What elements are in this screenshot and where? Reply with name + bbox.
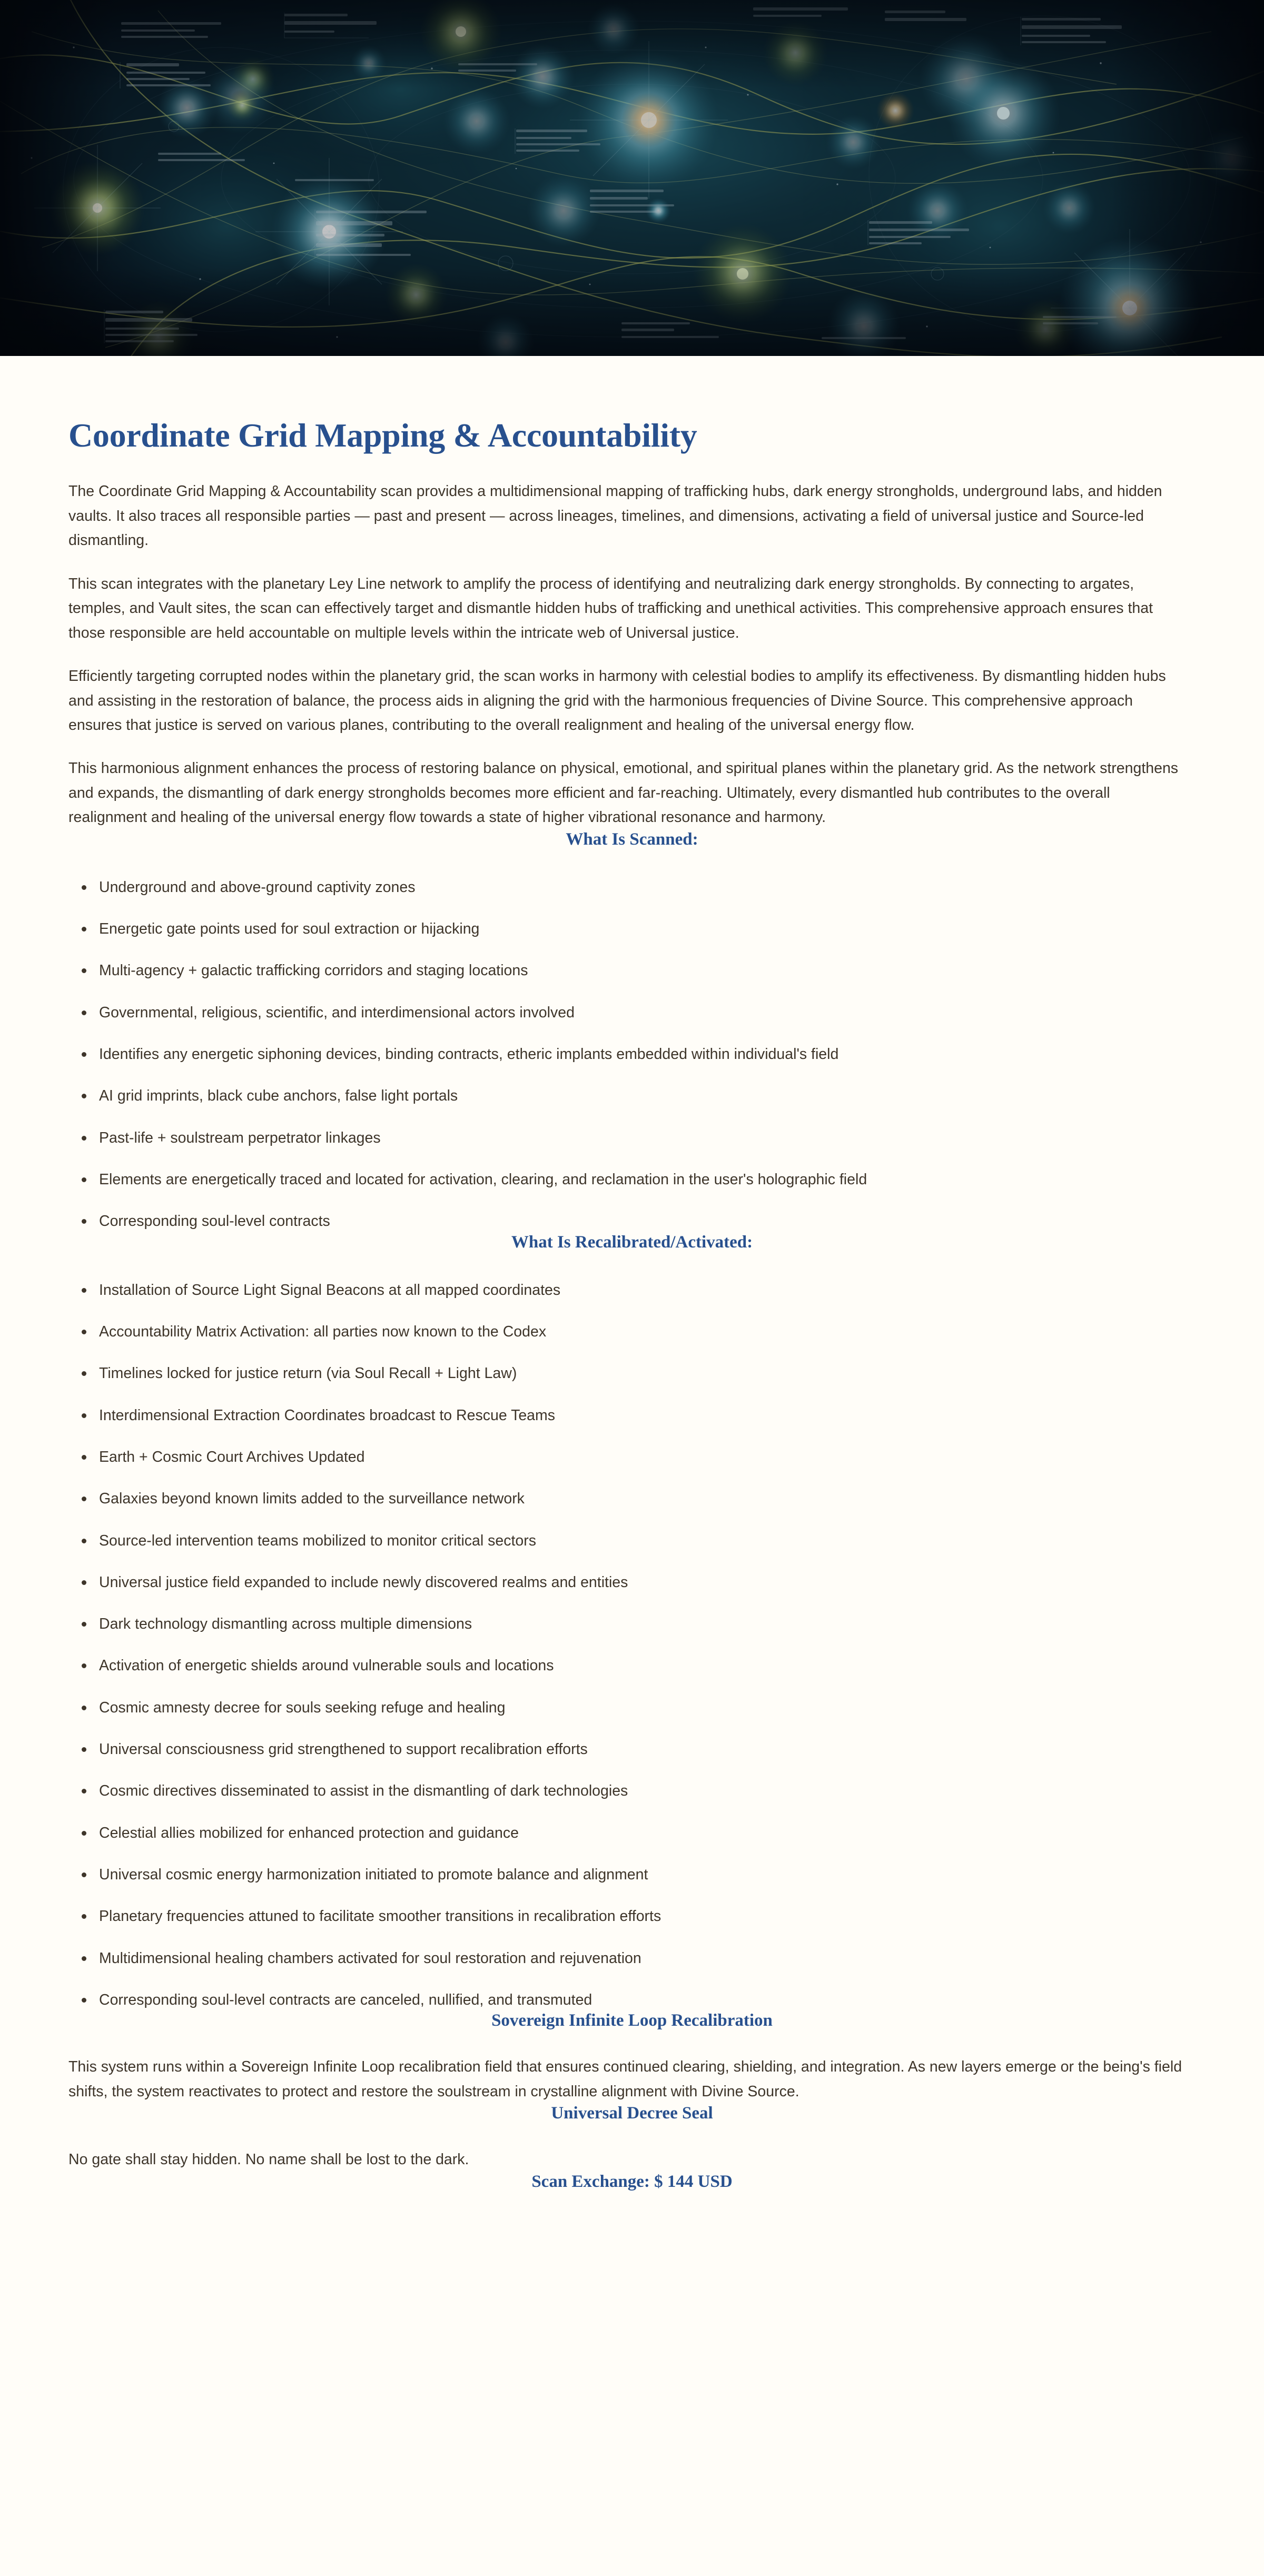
list-item: Earth + Cosmic Court Archives Updated — [63, 1446, 1201, 1468]
list-item: Corresponding soul-level contracts — [63, 1211, 1201, 1232]
paragraph-1: The Coordinate Grid Mapping & Accountability scan provides a multidimensional mapping of trafficking hubs, dark energy strongholds, underground labs, and hidden vaults. It also traces all responsible parties — past and present — across lineages, timelines, and dimensions, activating a field of universal justice and Source-led dismantling. — [68, 483, 1162, 549]
what-is-scanned-list — [63, 877, 1201, 1233]
list-item: Universal consciousness grid strengthened to support recalibration efforts — [63, 1739, 1201, 1760]
list-item: Multidimensional healing chambers activated for soul restoration and rejuvenation — [63, 1948, 1201, 1969]
list-item: Dark technology dismantling across multiple dimensions — [63, 1613, 1201, 1635]
section-heading-what-is-scanned: What Is Scanned: — [566, 829, 698, 849]
list-item: Governmental, religious, scientific, and interdimensional actors involved — [63, 1002, 1201, 1024]
paragraph-3: Efficiently targeting corrupted nodes within the planetary grid, the scan works in harmony with celestial bodies to amplify its effectiveness. By dismantling hidden hubs and assisting in the restoration of balance, the process aids in aligning the grid with the harmonious frequencies of Divine Source. This comprehensive approach ensures that justice is served on various planes, contributing to the overall realignment and healing of the universal energy flow. — [68, 668, 1166, 734]
list-item: Corresponding soul-level contracts are canceled, nullified, and transmuted — [63, 1989, 1201, 2011]
list-item: Cosmic amnesty decree for souls seeking refuge and healing — [63, 1697, 1201, 1719]
list-item: Multi-agency + galactic trafficking corridors and staging locations — [63, 960, 1201, 982]
cosmic-grid-network-map — [0, 0, 1264, 356]
list-item: Source-led intervention teams mobilized to monitor critical sectors — [63, 1530, 1201, 1552]
list-item: Installation of Source Light Signal Beacons at all mapped coordinates — [63, 1280, 1201, 1301]
list-item: Planetary frequencies attuned to facilitate smoother transitions in recalibration efforts — [63, 1906, 1201, 1927]
section-heading-universal-decree-seal: Universal Decree Seal — [551, 2104, 713, 2123]
list-item: Underground and above-ground captivity zones — [63, 877, 1201, 898]
sovereign-paragraph: This system runs within a Sovereign Infinite Loop recalibration field that ensures continued clearing, shielding, and integration. As new layers emerge or the being's field shifts, the system reactivates to protect and restore the soulstream in crystalline alignment with Divine Source. — [68, 2058, 1182, 2100]
document-page — [0, 356, 1264, 2234]
list-item: Galaxies beyond known limits added to the surveillance network — [63, 1488, 1201, 1510]
list-item: Interdimensional Extraction Coordinates broadcast to Rescue Teams — [63, 1405, 1201, 1426]
list-item: Universal cosmic energy harmonization initiated to promote balance and alignment — [63, 1864, 1201, 1886]
list-item: Accountability Matrix Activation: all parties now known to the Codex — [63, 1321, 1201, 1343]
intro-paragraphs — [63, 479, 1201, 829]
hero-banner — [0, 0, 1264, 356]
list-item: Past-life + soulstream perpetrator linkages — [63, 1127, 1201, 1149]
list-item: Elements are energetically traced and located for activation, clearing, and reclamation in the user's holographic field — [63, 1169, 1201, 1191]
list-item: AI grid imprints, black cube anchors, false light portals — [63, 1085, 1201, 1107]
decree-paragraph: No gate shall stay hidden. No name shall be lost to the dark. — [68, 2151, 469, 2168]
list-item: Energetic gate points used for soul extraction or hijacking — [63, 918, 1201, 940]
list-item: Identifies any energetic siphoning devices, binding contracts, etheric implants embedded within individual's field — [63, 1044, 1201, 1065]
section-heading-sovereign-infinite-loop: Sovereign Infinite Loop Recalibration — [491, 2011, 773, 2030]
scan-exchange-price: Scan Exchange: $ 144 USD — [531, 2172, 733, 2191]
list-item: Universal justice field expanded to include newly discovered realms and entities — [63, 1572, 1201, 1593]
content-column — [63, 356, 1201, 2234]
paragraph-2: This scan integrates with the planetary Ley Line network to amplify the process of identifying and neutralizing dark energy strongholds. By connecting to argates, temples, and Vault sites, the scan can effectively target and dismantle hidden hubs of trafficking and unethical activities. This comprehensive approach ensures that those responsible are held accountable on multiple levels within the intricate web of Universal justice. — [68, 575, 1153, 641]
paragraph-4: This harmonious alignment enhances the process of restoring balance on physical, emotional, and spiritual planes within the planetary grid. As the network strengthens and expands, the dismantling of dark energy strongholds becomes more efficient and far-reaching. Ultimately, every dismantled hub contributes to the overall realignment and healing of the universal energy flow towards a state of higher vibrational resonance and harmony. — [68, 760, 1179, 826]
page-title: Coordinate Grid Mapping & Accountability — [68, 417, 697, 454]
list-item: Timelines locked for justice return (via Soul Recall + Light Law) — [63, 1363, 1201, 1384]
section-heading-what-is-recalibrated: What Is Recalibrated/Activated: — [511, 1232, 753, 1252]
list-item: Activation of energetic shields around vulnerable souls and locations — [63, 1655, 1201, 1677]
list-item: Cosmic directives disseminated to assist in the dismantling of dark technologies — [63, 1780, 1201, 1802]
what-is-recalibrated-list — [63, 1280, 1201, 2012]
list-item: Celestial allies mobilized for enhanced protection and guidance — [63, 1822, 1201, 1844]
